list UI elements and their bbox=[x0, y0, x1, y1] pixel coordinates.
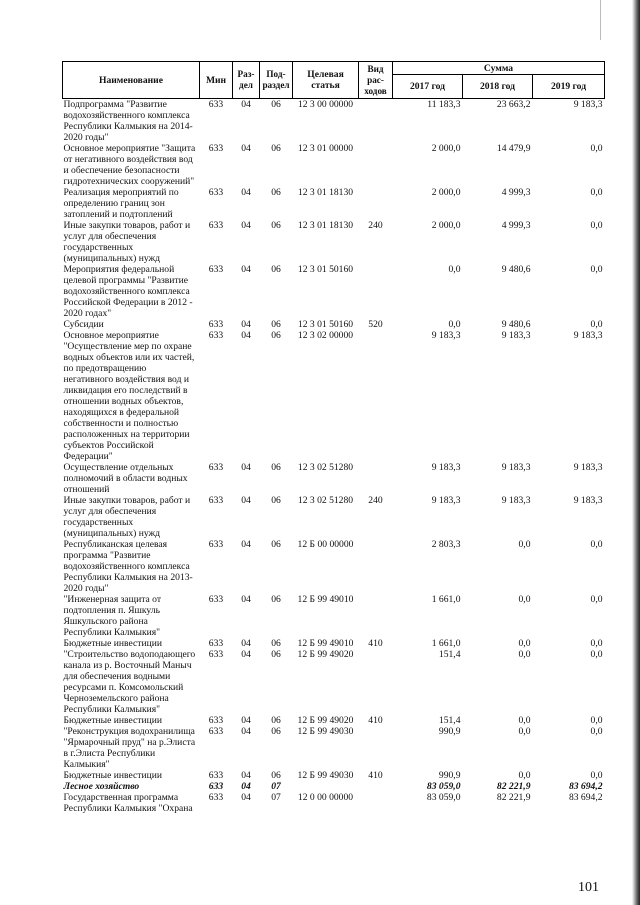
row-razdel: 04 bbox=[241, 594, 251, 605]
row-2019: 9 183,3 bbox=[573, 330, 603, 341]
row-podrazdel: 06 bbox=[271, 143, 281, 154]
row-vid: 520 bbox=[368, 319, 383, 330]
row-2019: 9 183,3 bbox=[573, 495, 603, 506]
row-2018: 4 999,3 bbox=[501, 220, 531, 231]
row-min: 633 bbox=[208, 143, 224, 154]
table-row bbox=[63, 495, 605, 539]
row-2017: 9 183,3 bbox=[431, 495, 461, 506]
table-row bbox=[63, 462, 605, 495]
scan-artifact-line bbox=[600, 0, 601, 40]
row-podrazdel: 06 bbox=[271, 649, 281, 660]
header-razdel: Раз-дел bbox=[233, 62, 260, 99]
row-vid bbox=[359, 594, 393, 638]
row-2019: 0,0 bbox=[590, 187, 603, 198]
row-2019: 0,0 bbox=[590, 726, 603, 737]
row-target: 12 3 00 00000 bbox=[297, 99, 354, 110]
row-podrazdel: 06 bbox=[271, 330, 281, 341]
row-min: 633 bbox=[208, 770, 224, 781]
row-razdel: 04 bbox=[241, 330, 251, 341]
row-vid bbox=[359, 462, 393, 495]
row-min: 633 bbox=[208, 220, 224, 231]
row-min: 633 bbox=[208, 319, 224, 330]
row-2018: 9 183,3 bbox=[501, 462, 531, 473]
row-2017: 2 000,0 bbox=[431, 143, 461, 154]
row-2018: 4 999,3 bbox=[501, 187, 531, 198]
row-razdel: 04 bbox=[241, 781, 251, 792]
table-row bbox=[63, 649, 605, 715]
row-podrazdel: 06 bbox=[271, 638, 281, 649]
row-target: 12 Б 99 49020 bbox=[297, 715, 354, 726]
table-row bbox=[63, 264, 605, 319]
row-podrazdel: 06 bbox=[271, 715, 281, 726]
table-row bbox=[63, 781, 605, 792]
row-podrazdel: 06 bbox=[271, 319, 281, 330]
row-podrazdel: 06 bbox=[271, 187, 281, 198]
row-vid bbox=[359, 143, 393, 187]
row-vid bbox=[359, 781, 393, 792]
row-2017: 990,9 bbox=[438, 770, 461, 781]
row-2017: 1 661,0 bbox=[431, 594, 461, 605]
row-min: 633 bbox=[208, 726, 224, 737]
header-target: Целевая статья bbox=[293, 62, 359, 99]
row-2017: 9 183,3 bbox=[431, 462, 461, 473]
row-2017: 990,9 bbox=[438, 726, 461, 737]
row-vid bbox=[359, 264, 393, 319]
row-2018: 0,0 bbox=[518, 638, 531, 649]
table-body bbox=[63, 99, 605, 815]
row-2019: 9 183,3 bbox=[573, 99, 603, 110]
table-row bbox=[63, 220, 605, 264]
row-name: Основное мероприятие "Осуществление мер по охране водных объектов или их частей, по предотвращению негативного воздействия вод и ликвидация его последствий в отношении водных объектов, находящихся в федеральной собственности и полностью расположенных на территории субъектов Российской Федерации" bbox=[63, 330, 195, 462]
header-vid: Вид рас-ходов bbox=[359, 62, 393, 99]
table-row bbox=[63, 792, 605, 814]
header-sum: Сумма bbox=[393, 62, 605, 75]
row-name: Подпрограмма "Развитие водохозяйственного комплекса Республики Калмыкия на 2014-2020 годы" bbox=[63, 99, 193, 143]
row-2017: 9 183,3 bbox=[431, 330, 461, 341]
row-2018: 0,0 bbox=[518, 539, 531, 550]
row-2017: 2 000,0 bbox=[431, 220, 461, 231]
row-min: 633 bbox=[208, 187, 224, 198]
row-podrazdel: 07 bbox=[271, 792, 281, 803]
table-row bbox=[63, 99, 605, 144]
row-vid bbox=[359, 792, 393, 814]
row-vid bbox=[359, 187, 393, 220]
row-2019: 0,0 bbox=[590, 715, 603, 726]
row-vid bbox=[359, 330, 393, 462]
row-2018: 9 480,6 bbox=[501, 264, 531, 275]
row-target: 12 3 02 51280 bbox=[297, 462, 354, 473]
row-2019: 0,0 bbox=[590, 638, 603, 649]
row-razdel: 04 bbox=[241, 462, 251, 473]
row-vid bbox=[359, 726, 393, 770]
row-2018: 9 183,3 bbox=[501, 495, 531, 506]
row-min: 633 bbox=[208, 715, 224, 726]
row-2018: 0,0 bbox=[518, 726, 531, 737]
row-2018: 82 221,9 bbox=[496, 781, 531, 792]
row-name: Иные закупки товаров, работ и услуг для обеспечения государственных (муниципальных) нужд bbox=[63, 220, 191, 264]
table-row bbox=[63, 539, 605, 594]
table-row bbox=[63, 143, 605, 187]
row-name: "Реконструкция водохранилища "Ярмарочный пруд" на р.Элиста в г.Элиста Республики Калмыкия" bbox=[63, 726, 196, 770]
table-header bbox=[63, 62, 605, 99]
row-name: Иные закупки товаров, работ и услуг для обеспечения государственных (муниципальных) нужд bbox=[63, 495, 191, 539]
row-min: 633 bbox=[208, 330, 224, 341]
row-2017: 2 000,0 bbox=[431, 187, 461, 198]
row-2019: 9 183,3 bbox=[573, 462, 603, 473]
header-year-2019: 2019 год bbox=[533, 75, 605, 99]
row-vid: 410 bbox=[368, 715, 383, 726]
row-podrazdel: 06 bbox=[271, 770, 281, 781]
row-podrazdel: 06 bbox=[271, 539, 281, 550]
row-target: 12 0 00 00000 bbox=[297, 792, 354, 803]
row-razdel: 04 bbox=[241, 264, 251, 275]
row-2019: 0,0 bbox=[590, 770, 603, 781]
row-name: "Инженерная защита от подтопления п. Яшкуль Яшкульского района Республики Калмыкия" bbox=[63, 594, 162, 638]
row-target: 12 3 01 18130 bbox=[297, 187, 354, 198]
row-2019: 83 694,2 bbox=[568, 781, 603, 792]
row-min: 633 bbox=[208, 792, 224, 803]
row-razdel: 04 bbox=[241, 539, 251, 550]
row-2018: 14 479,9 bbox=[496, 143, 531, 154]
row-razdel: 04 bbox=[241, 495, 251, 506]
row-target: 12 Б 00 00000 bbox=[297, 539, 354, 550]
row-2019: 0,0 bbox=[590, 143, 603, 154]
row-razdel: 04 bbox=[241, 187, 251, 198]
row-min: 633 bbox=[208, 638, 224, 649]
row-2018: 0,0 bbox=[518, 594, 531, 605]
header-year-2018: 2018 год bbox=[463, 75, 533, 99]
row-target: 12 Б 99 49020 bbox=[297, 649, 354, 660]
header-min: Мин bbox=[200, 62, 233, 99]
budget-table bbox=[62, 61, 605, 814]
page-number: 101 bbox=[578, 880, 599, 895]
row-target: 12 Б 99 49030 bbox=[297, 726, 354, 737]
header-name: Наименование bbox=[63, 62, 200, 99]
table-row bbox=[63, 726, 605, 770]
row-podrazdel: 06 bbox=[271, 220, 281, 231]
row-2017: 83 059,0 bbox=[426, 781, 461, 792]
row-2018: 0,0 bbox=[518, 770, 531, 781]
row-2018: 0,0 bbox=[518, 649, 531, 660]
row-2019: 0,0 bbox=[590, 539, 603, 550]
row-target: 12 3 02 00000 bbox=[297, 330, 354, 341]
row-razdel: 04 bbox=[241, 319, 251, 330]
scan-edge bbox=[632, 0, 640, 905]
row-name: Республиканская целевая программа "Развитие водохозяйственного комплекса Республики Калмыкия на 2013-2020 годы" bbox=[63, 539, 193, 594]
row-min: 633 bbox=[208, 649, 224, 660]
table-row bbox=[63, 319, 605, 330]
row-vid bbox=[359, 539, 393, 594]
row-2019: 0,0 bbox=[590, 594, 603, 605]
row-name: Бюджетные инвестиции bbox=[63, 638, 162, 649]
row-2018: 9 480,6 bbox=[501, 319, 531, 330]
row-name: Государственная программа Республики Калмыкия "Охрана bbox=[63, 792, 193, 814]
row-razdel: 04 bbox=[241, 99, 251, 110]
table-row bbox=[63, 187, 605, 220]
row-vid bbox=[359, 99, 393, 144]
row-min: 633 bbox=[208, 781, 224, 792]
row-name: Мероприятия федеральной целевой программы "Развитие водохозяйственного комплекса Российской Федерации в 2012 - 2020 годах" bbox=[63, 264, 193, 319]
row-2019: 0,0 bbox=[590, 649, 603, 660]
row-2018: 9 183,3 bbox=[501, 330, 531, 341]
row-2017: 151,4 bbox=[438, 715, 461, 726]
row-2019: 0,0 bbox=[590, 264, 603, 275]
row-2017: 151,4 bbox=[438, 649, 461, 660]
row-name: Субсидии bbox=[63, 319, 104, 330]
row-razdel: 04 bbox=[241, 220, 251, 231]
table-row bbox=[63, 770, 605, 781]
table-row bbox=[63, 330, 605, 462]
row-target: 12 Б 99 49010 bbox=[297, 594, 354, 605]
row-2017: 0,0 bbox=[448, 319, 461, 330]
row-razdel: 04 bbox=[241, 715, 251, 726]
row-razdel: 04 bbox=[241, 143, 251, 154]
row-razdel: 04 bbox=[241, 726, 251, 737]
row-target: 12 3 02 51280 bbox=[297, 495, 354, 506]
row-target: 12 3 01 00000 bbox=[297, 143, 354, 154]
row-name: "Строительство водоподающего канала из р. Восточный Маныч для обеспечения водными ресурсами п. Комсомольский Черноземельского района Республики Калмыкия" bbox=[63, 649, 196, 715]
row-2019: 0,0 bbox=[590, 319, 603, 330]
row-razdel: 04 bbox=[241, 770, 251, 781]
table-row bbox=[63, 638, 605, 649]
row-vid bbox=[359, 649, 393, 715]
row-2019: 83 694,2 bbox=[568, 792, 603, 803]
row-podrazdel: 06 bbox=[271, 594, 281, 605]
row-target bbox=[293, 781, 359, 792]
row-name: Реализация мероприятий по определению границ зон затоплений и подтоплений bbox=[63, 187, 179, 220]
row-podrazdel: 06 bbox=[271, 99, 281, 110]
row-2019: 0,0 bbox=[590, 220, 603, 231]
row-target: 12 3 01 50160 bbox=[297, 319, 354, 330]
row-target: 12 3 01 18130 bbox=[297, 220, 354, 231]
row-name: Бюджетные инвестиции bbox=[63, 715, 162, 726]
row-podrazdel: 06 bbox=[271, 264, 281, 275]
row-podrazdel: 06 bbox=[271, 495, 281, 506]
row-vid: 410 bbox=[368, 770, 383, 781]
row-2017: 2 803,3 bbox=[431, 539, 461, 550]
row-min: 633 bbox=[208, 264, 224, 275]
row-min: 633 bbox=[208, 594, 224, 605]
row-vid: 240 bbox=[368, 495, 383, 506]
row-2017: 83 059,0 bbox=[426, 792, 461, 803]
row-razdel: 04 bbox=[241, 649, 251, 660]
table-row bbox=[63, 715, 605, 726]
row-target: 12 Б 99 49010 bbox=[297, 638, 354, 649]
row-2017: 11 183,3 bbox=[427, 99, 461, 110]
header-year-2017: 2017 год bbox=[393, 75, 463, 99]
row-2017: 1 661,0 bbox=[431, 638, 461, 649]
row-podrazdel: 07 bbox=[271, 781, 281, 792]
row-razdel: 04 bbox=[241, 638, 251, 649]
row-vid: 410 bbox=[368, 638, 383, 649]
row-podrazdel: 06 bbox=[271, 462, 281, 473]
row-target: 12 3 01 50160 bbox=[297, 264, 354, 275]
row-min: 633 bbox=[208, 99, 224, 110]
header-podrazdel: Под-раздел bbox=[260, 62, 293, 99]
row-name: Основное мероприятие "Защита от негативного воздействия вод и обеспечение безопасности гидротехнических сооружений" bbox=[63, 143, 196, 187]
table-row bbox=[63, 594, 605, 638]
row-min: 633 bbox=[208, 495, 224, 506]
row-2018: 82 221,9 bbox=[496, 792, 531, 803]
row-name: Бюджетные инвестиции bbox=[63, 770, 162, 781]
row-2018: 23 663,2 bbox=[496, 99, 531, 110]
row-podrazdel: 06 bbox=[271, 726, 281, 737]
row-min: 633 bbox=[208, 539, 224, 550]
row-name: Лесное хозяйство bbox=[63, 781, 140, 792]
row-2018: 0,0 bbox=[518, 715, 531, 726]
row-2017: 0,0 bbox=[448, 264, 461, 275]
row-name: Осуществление отдельных полномочий в области водных отношений bbox=[63, 462, 188, 495]
row-target: 12 Б 99 49030 bbox=[297, 770, 354, 781]
row-razdel: 04 bbox=[241, 792, 251, 803]
row-vid: 240 bbox=[368, 220, 383, 231]
row-min: 633 bbox=[208, 462, 224, 473]
